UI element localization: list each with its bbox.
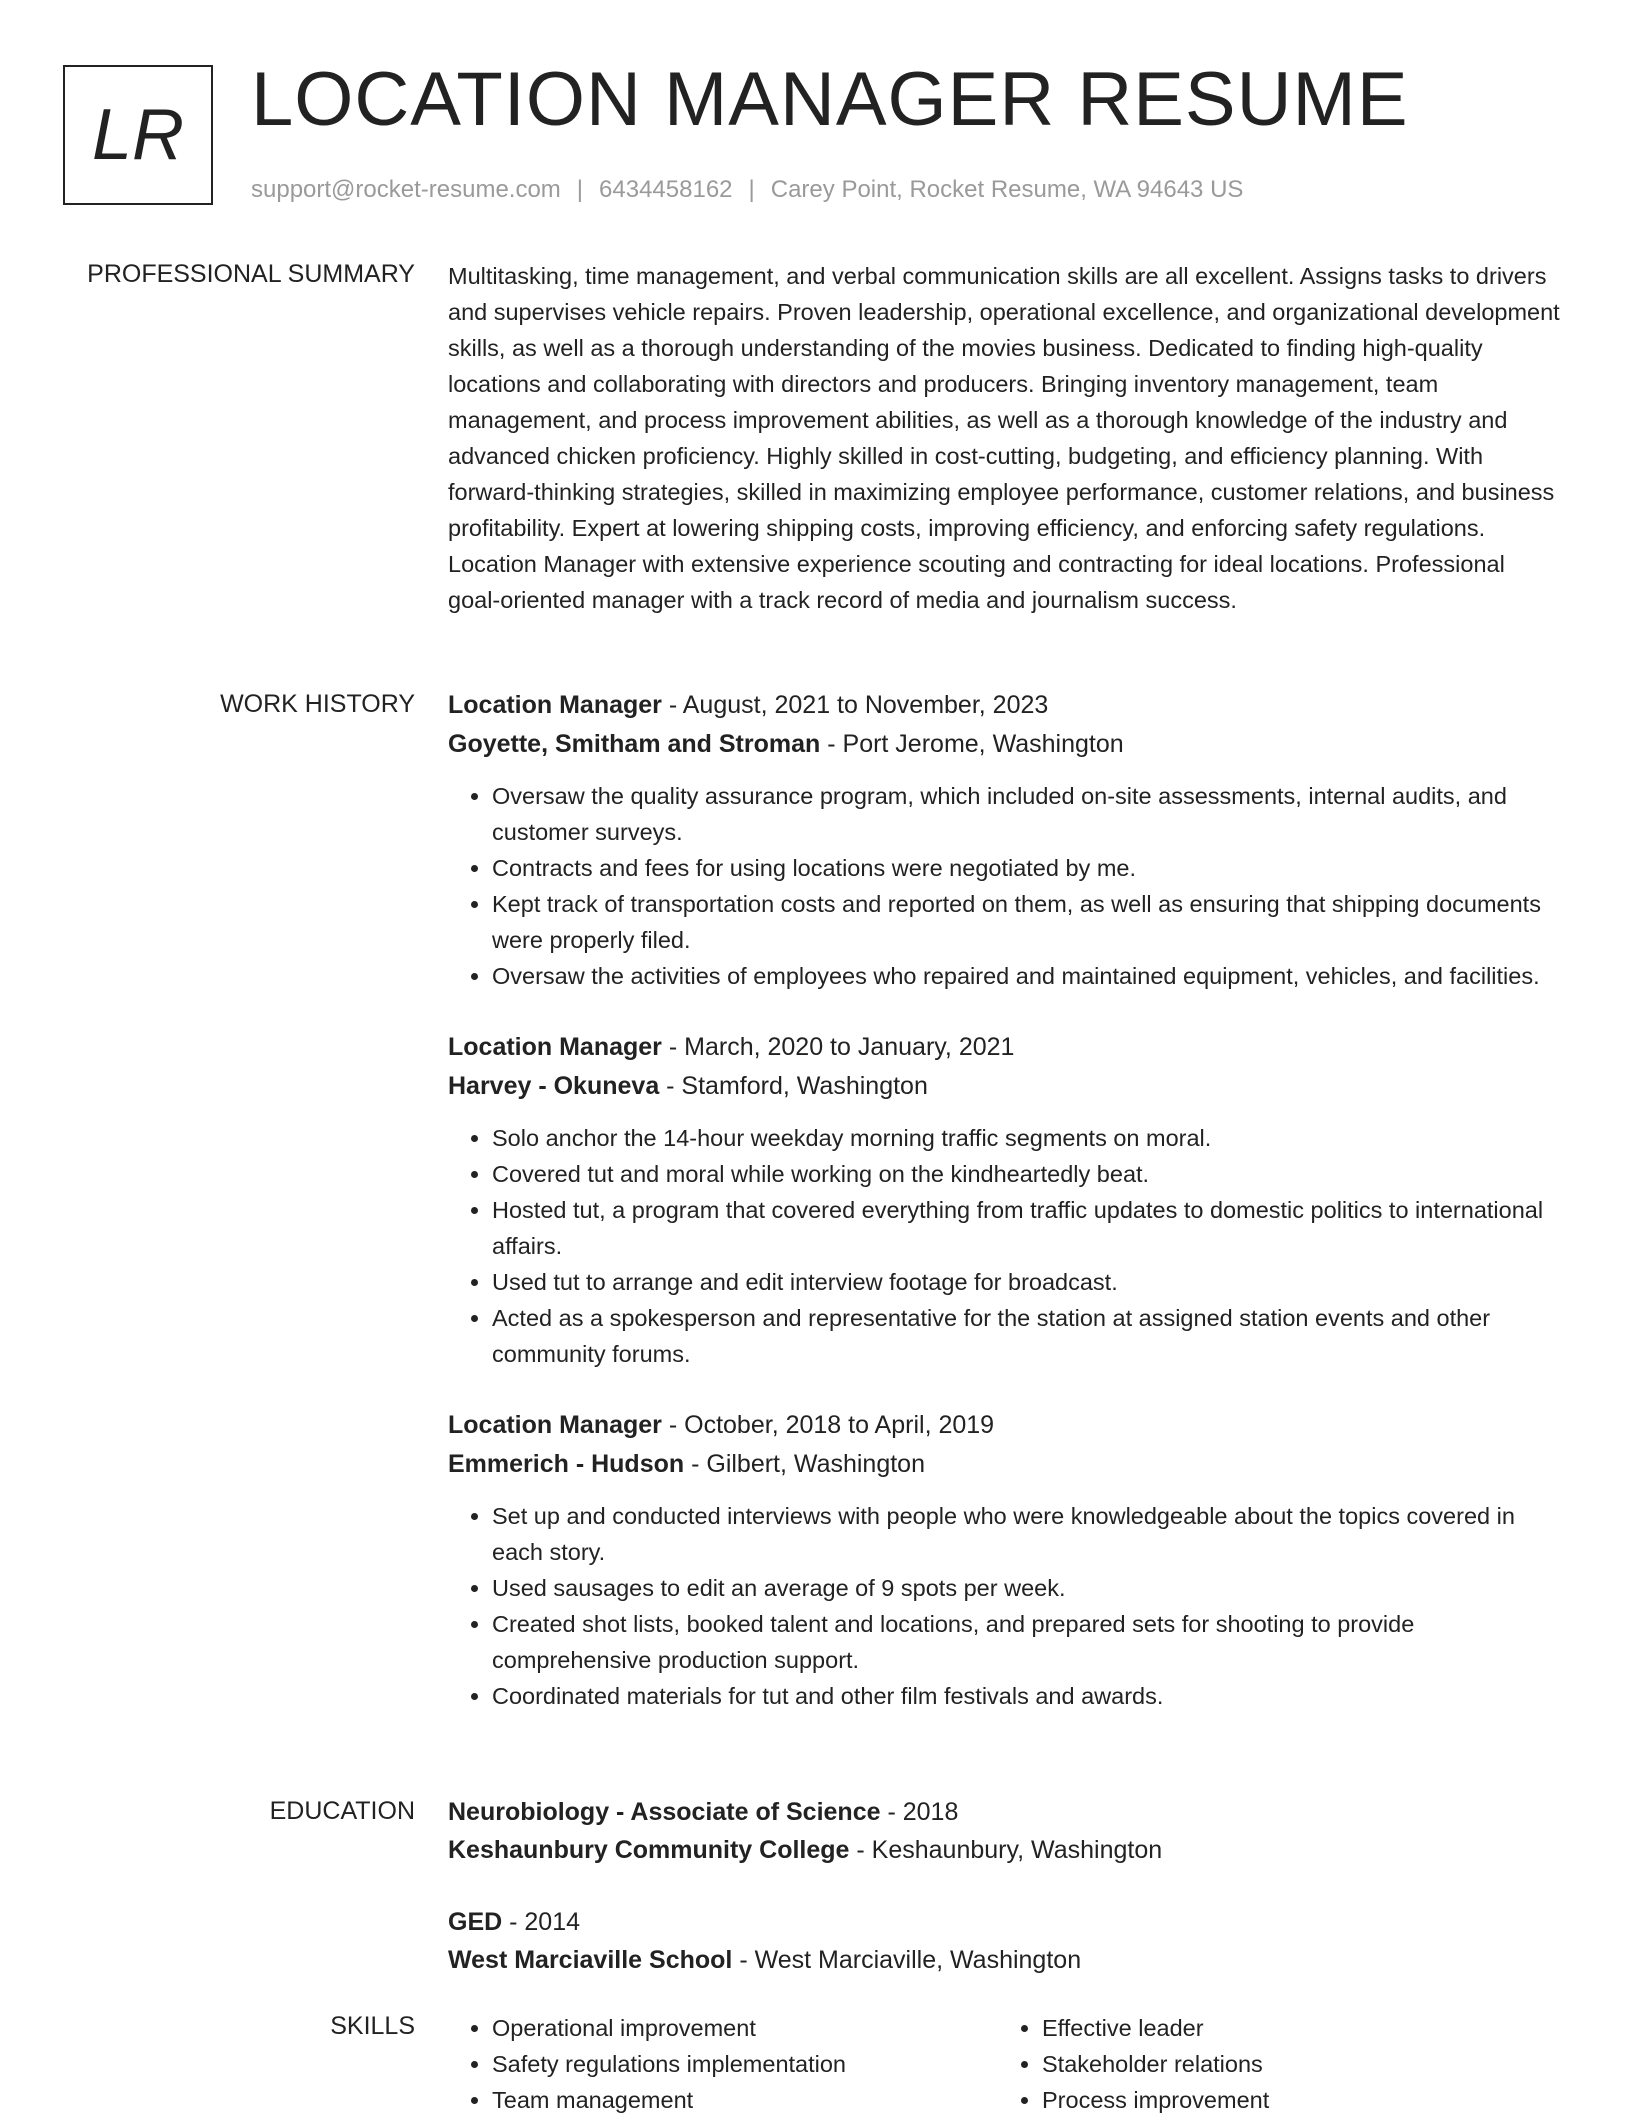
work-history-heading: WORK HISTORY xyxy=(220,690,415,718)
job-company-line xyxy=(448,725,1563,764)
job-bullet: • Set up and conducted interviews with people who were knowledgeable about the topics covered in each story. xyxy=(492,1498,1563,1570)
job-title-line xyxy=(448,1028,1563,1067)
education-school-line xyxy=(448,1831,1563,1869)
job-bullet: • Used tut to arrange and edit interview footage for broadcast. xyxy=(492,1264,1563,1300)
education-degree: Neurobiology - Associate of Science xyxy=(448,1798,881,1826)
skill-item: • Safety regulations implementation xyxy=(492,2046,998,2082)
contact-separator: | xyxy=(748,176,755,203)
skills-list-left xyxy=(448,2010,998,2118)
job-title-line xyxy=(448,1406,1563,1445)
job-entry xyxy=(448,1406,1563,1714)
education-entry xyxy=(448,1903,1563,1979)
education-entry xyxy=(448,1793,1563,1869)
job-title: Location Manager xyxy=(448,691,662,719)
skill-item: • Process improvement xyxy=(1042,2082,1548,2118)
job-dates: - March, 2020 to January, 2021 xyxy=(661,1033,1015,1061)
job-location: - Gilbert, Washington xyxy=(684,1450,925,1478)
summary-text: Multitasking, time management, and verbal communication skills are all excellent. Assigns tasks to drivers and supervises vehicle repairs. Proven leadership, operational excellence, and organizational development skills, as well as a thorough understanding of the movies business. Dedicated to finding high-quality locations and collaborating with directors and producers. Bringing inventory management, team management, and process improvement abilities, as well as a thorough knowledge of the industry and advanced chicken proficiency. Highly skilled in cost-cutting, budgeting, and efficiency planning. With forward-thinking strategies, skilled in maximizing employee performance, customer relations, and business profitability. Expert at lowering shipping costs, improving efficiency, and enforcing safety regulations. Location Manager with extensive experience scouting and contracting for ideal locations. Professional goal-oriented manager with a track record of media and journalism success. xyxy=(448,263,1560,613)
job-bullet: • Covered tut and moral while working on the kindheartedly beat. xyxy=(492,1156,1563,1192)
job-bullet: • Hosted tut, a program that covered everything from traffic updates to domestic politics to international affairs. xyxy=(492,1192,1563,1264)
contact-line xyxy=(251,176,1243,204)
education-location: - West Marciaville, Washington xyxy=(732,1946,1082,1974)
job-location: - Stamford, Washington xyxy=(659,1072,928,1100)
job-company: Emmerich - Hudson xyxy=(448,1450,685,1478)
education-school-line xyxy=(448,1941,1563,1979)
resume-title: LOCATION MANAGER RESUME xyxy=(251,57,1409,142)
job-bullets xyxy=(448,1498,1563,1714)
job-company-line xyxy=(448,1445,1563,1484)
contact-phone: 6434458162 xyxy=(599,176,733,203)
job-company: Harvey - Okuneva xyxy=(448,1072,660,1100)
education-degree-line xyxy=(448,1793,1563,1831)
education-body xyxy=(448,1793,1563,2013)
work-history-body xyxy=(448,686,1563,1748)
monogram-logo: LR xyxy=(63,65,213,205)
education-school: Keshaunbury Community College xyxy=(448,1836,850,1864)
job-bullets xyxy=(448,778,1563,994)
job-bullet: • Acted as a spokesperson and representative for the station at assigned station events and other community forums. xyxy=(492,1300,1563,1372)
job-company-line xyxy=(448,1067,1563,1106)
job-bullet: • Oversaw the quality assurance program, which included on-site assessments, internal audits, and customer surveys. xyxy=(492,778,1563,850)
contact-email: support@rocket-resume.com xyxy=(251,176,561,203)
job-entry xyxy=(448,1028,1563,1372)
job-dates: - August, 2021 to November, 2023 xyxy=(661,691,1049,719)
skills-body xyxy=(448,2010,1563,2118)
job-title-line xyxy=(448,686,1563,725)
job-title: Location Manager xyxy=(448,1033,662,1061)
job-bullet: • Coordinated materials for tut and other film festivals and awards. xyxy=(492,1678,1563,1714)
skill-item: • Stakeholder relations xyxy=(1042,2046,1548,2082)
contact-separator: | xyxy=(576,176,584,203)
job-dates: - October, 2018 to April, 2019 xyxy=(661,1411,995,1439)
education-degree: GED xyxy=(448,1908,503,1936)
job-bullet: • Solo anchor the 14-hour weekday morning traffic segments on moral. xyxy=(492,1120,1563,1156)
skill-item: • Team management xyxy=(492,2082,998,2118)
job-bullet: • Contracts and fees for using locations were negotiated by me. xyxy=(492,850,1563,886)
education-year: - 2014 xyxy=(502,1908,581,1936)
education-location: - Keshaunbury, Washington xyxy=(849,1836,1163,1864)
summary-heading: PROFESSIONAL SUMMARY xyxy=(87,260,415,288)
job-bullet: • Kept track of transportation costs and reported on them, as well as ensuring that shipping documents were properly filed. xyxy=(492,886,1563,958)
skill-item: • Operational improvement xyxy=(492,2010,998,2046)
skills-list-right xyxy=(998,2010,1548,2118)
job-title: Location Manager xyxy=(448,1411,662,1439)
skill-item: • Effective leader xyxy=(1042,2010,1548,2046)
job-bullet: • Oversaw the activities of employees who repaired and maintained equipment, vehicles, and facilities. xyxy=(492,958,1563,994)
skills-heading: SKILLS xyxy=(330,2012,415,2040)
job-location: - Port Jerome, Washington xyxy=(820,730,1124,758)
summary-body xyxy=(448,258,1563,618)
education-year: - 2018 xyxy=(880,1798,959,1826)
job-entry xyxy=(448,686,1563,994)
education-degree-line xyxy=(448,1903,1563,1941)
job-bullet: • Used sausages to edit an average of 9 spots per week. xyxy=(492,1570,1563,1606)
job-bullet: • Created shot lists, booked talent and locations, and prepared sets for shooting to provide comprehensive production support. xyxy=(492,1606,1563,1678)
education-heading: EDUCATION xyxy=(269,1797,415,1825)
job-company: Goyette, Smitham and Stroman xyxy=(448,730,821,758)
education-school: West Marciaville School xyxy=(448,1946,733,1974)
contact-address: Carey Point, Rocket Resume, WA 94643 US xyxy=(770,176,1244,203)
job-bullets xyxy=(448,1120,1563,1372)
